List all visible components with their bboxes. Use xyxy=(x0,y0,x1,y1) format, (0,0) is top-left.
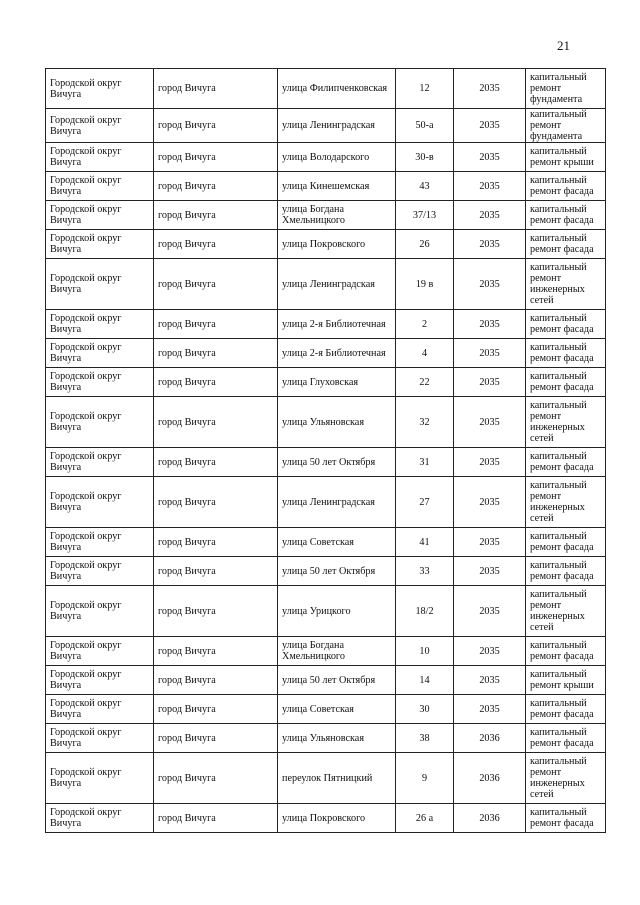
cell-work-type: капитальный ремонт крыши xyxy=(526,666,606,695)
table-row xyxy=(46,69,606,109)
table-row xyxy=(46,143,606,172)
table-row xyxy=(46,666,606,695)
cell-work-type: капитальный ремонт фасада xyxy=(526,695,606,724)
cell-year: 2035 xyxy=(454,397,526,448)
table-row xyxy=(46,368,606,397)
cell-street: улица Советская xyxy=(278,528,396,557)
cell-district: Городской округ Вичуга xyxy=(46,368,154,397)
cell-house-number: 12 xyxy=(396,69,454,109)
cell-house-number: 19 в xyxy=(396,259,454,310)
table-row xyxy=(46,310,606,339)
cell-year: 2035 xyxy=(454,172,526,201)
cell-city: город Вичуга xyxy=(154,69,278,109)
cell-work-type: капитальный ремонт фасада xyxy=(526,368,606,397)
cell-street: улица Покровского xyxy=(278,230,396,259)
cell-work-type: капитальный ремонт фасада xyxy=(526,557,606,586)
cell-work-type: капитальный ремонт фасада xyxy=(526,724,606,753)
cell-work-type: капитальный ремонт фасада xyxy=(526,172,606,201)
cell-district: Городской округ Вичуга xyxy=(46,557,154,586)
cell-year: 2035 xyxy=(454,259,526,310)
cell-year: 2035 xyxy=(454,637,526,666)
cell-district: Городской округ Вичуга xyxy=(46,804,154,833)
cell-house-number: 14 xyxy=(396,666,454,695)
cell-year: 2035 xyxy=(454,695,526,724)
table-row xyxy=(46,477,606,528)
cell-district: Городской округ Вичуга xyxy=(46,69,154,109)
table-row xyxy=(46,448,606,477)
cell-year: 2036 xyxy=(454,804,526,833)
cell-city: город Вичуга xyxy=(154,172,278,201)
cell-district: Городской округ Вичуга xyxy=(46,586,154,637)
table-row xyxy=(46,804,606,833)
cell-work-type: капитальный ремонт инженерных сетей xyxy=(526,753,606,804)
cell-street: улица 50 лет Октября xyxy=(278,448,396,477)
cell-district: Городской округ Вичуга xyxy=(46,201,154,230)
cell-street: улица Советская xyxy=(278,695,396,724)
cell-work-type: капитальный ремонт инженерных сетей xyxy=(526,397,606,448)
cell-city: город Вичуга xyxy=(154,339,278,368)
cell-house-number: 22 xyxy=(396,368,454,397)
cell-year: 2035 xyxy=(454,69,526,109)
cell-work-type: капитальный ремонт фасада xyxy=(526,804,606,833)
cell-district: Городской округ Вичуга xyxy=(46,259,154,310)
cell-district: Городской округ Вичуга xyxy=(46,397,154,448)
table-row xyxy=(46,172,606,201)
cell-street: улица Покровского xyxy=(278,804,396,833)
cell-district: Городской округ Вичуга xyxy=(46,695,154,724)
cell-house-number: 32 xyxy=(396,397,454,448)
cell-year: 2035 xyxy=(454,477,526,528)
cell-work-type: капитальный ремонт фасада xyxy=(526,310,606,339)
cell-street: улица Ленинградская xyxy=(278,109,396,143)
cell-city: город Вичуга xyxy=(154,528,278,557)
buildings-table xyxy=(45,68,606,833)
cell-work-type: капитальный ремонт фасада xyxy=(526,637,606,666)
cell-house-number: 26 а xyxy=(396,804,454,833)
cell-city: город Вичуга xyxy=(154,310,278,339)
cell-house-number: 26 xyxy=(396,230,454,259)
cell-house-number: 9 xyxy=(396,753,454,804)
cell-house-number: 27 xyxy=(396,477,454,528)
cell-house-number: 31 xyxy=(396,448,454,477)
cell-work-type: капитальный ремонт фасада xyxy=(526,339,606,368)
cell-district: Городской округ Вичуга xyxy=(46,143,154,172)
cell-city: город Вичуга xyxy=(154,259,278,310)
cell-work-type: капитальный ремонт фасада xyxy=(526,528,606,557)
cell-house-number: 30 xyxy=(396,695,454,724)
cell-street: улица Ленинградская xyxy=(278,259,396,310)
cell-house-number: 33 xyxy=(396,557,454,586)
cell-city: город Вичуга xyxy=(154,557,278,586)
cell-city: город Вичуга xyxy=(154,368,278,397)
cell-year: 2035 xyxy=(454,368,526,397)
cell-work-type: капитальный ремонт крыши xyxy=(526,143,606,172)
cell-work-type: капитальный ремонт фасада xyxy=(526,230,606,259)
cell-house-number: 37/13 xyxy=(396,201,454,230)
cell-city: город Вичуга xyxy=(154,109,278,143)
cell-house-number: 10 xyxy=(396,637,454,666)
cell-street: улица 2-я Библиотечная xyxy=(278,339,396,368)
cell-street: улица 2-я Библиотечная xyxy=(278,310,396,339)
table-row xyxy=(46,528,606,557)
cell-district: Городской округ Вичуга xyxy=(46,666,154,695)
table-row xyxy=(46,397,606,448)
cell-district: Городской округ Вичуга xyxy=(46,528,154,557)
cell-street: улица Богдана Хмельницкого xyxy=(278,201,396,230)
cell-district: Городской округ Вичуга xyxy=(46,724,154,753)
table-row xyxy=(46,586,606,637)
cell-year: 2035 xyxy=(454,528,526,557)
cell-district: Городской округ Вичуга xyxy=(46,753,154,804)
cell-city: город Вичуга xyxy=(154,724,278,753)
cell-district: Городской округ Вичуга xyxy=(46,310,154,339)
table-row xyxy=(46,201,606,230)
cell-street: улица Филипченковская xyxy=(278,69,396,109)
cell-district: Городской округ Вичуга xyxy=(46,448,154,477)
cell-city: город Вичуга xyxy=(154,666,278,695)
cell-house-number: 18/2 xyxy=(396,586,454,637)
cell-district: Городской округ Вичуга xyxy=(46,477,154,528)
cell-district: Городской округ Вичуга xyxy=(46,637,154,666)
cell-district: Городской округ Вичуга xyxy=(46,172,154,201)
cell-city: город Вичуга xyxy=(154,804,278,833)
cell-year: 2035 xyxy=(454,109,526,143)
cell-city: город Вичуга xyxy=(154,637,278,666)
cell-house-number: 30-в xyxy=(396,143,454,172)
table-row xyxy=(46,230,606,259)
cell-city: город Вичуга xyxy=(154,753,278,804)
table-row xyxy=(46,637,606,666)
cell-street: улица Урицкого xyxy=(278,586,396,637)
page-number: 21 xyxy=(557,38,570,53)
cell-district: Городской округ Вичуга xyxy=(46,109,154,143)
cell-work-type: капитальный ремонт фундамента xyxy=(526,69,606,109)
cell-year: 2036 xyxy=(454,753,526,804)
cell-year: 2035 xyxy=(454,448,526,477)
cell-street: улица Володарского xyxy=(278,143,396,172)
cell-year: 2036 xyxy=(454,724,526,753)
cell-work-type: капитальный ремонт инженерных сетей xyxy=(526,477,606,528)
cell-city: город Вичуга xyxy=(154,201,278,230)
cell-house-number: 4 xyxy=(396,339,454,368)
cell-city: город Вичуга xyxy=(154,230,278,259)
cell-street: улица Ленинградская xyxy=(278,477,396,528)
table-body xyxy=(46,69,606,833)
cell-district: Городской округ Вичуга xyxy=(46,230,154,259)
table-row xyxy=(46,557,606,586)
table-row xyxy=(46,695,606,724)
cell-city: город Вичуга xyxy=(154,448,278,477)
cell-street: улица Глуховская xyxy=(278,368,396,397)
cell-house-number: 50-а xyxy=(396,109,454,143)
cell-house-number: 38 xyxy=(396,724,454,753)
cell-year: 2035 xyxy=(454,586,526,637)
cell-work-type: капитальный ремонт инженерных сетей xyxy=(526,259,606,310)
cell-city: город Вичуга xyxy=(154,586,278,637)
cell-house-number: 43 xyxy=(396,172,454,201)
cell-street: улица Кинешемская xyxy=(278,172,396,201)
cell-city: город Вичуга xyxy=(154,143,278,172)
cell-year: 2035 xyxy=(454,201,526,230)
cell-district: Городской округ Вичуга xyxy=(46,339,154,368)
cell-city: город Вичуга xyxy=(154,397,278,448)
cell-year: 2035 xyxy=(454,230,526,259)
cell-work-type: капитальный ремонт фундамента xyxy=(526,109,606,143)
cell-street: переулок Пятницкий xyxy=(278,753,396,804)
cell-street: улица Богдана Хмельницкого xyxy=(278,637,396,666)
cell-street: улица Ульяновская xyxy=(278,724,396,753)
cell-year: 2035 xyxy=(454,310,526,339)
cell-street: улица 50 лет Октября xyxy=(278,557,396,586)
cell-street: улица 50 лет Октября xyxy=(278,666,396,695)
table-row xyxy=(46,259,606,310)
cell-work-type: капитальный ремонт фасада xyxy=(526,448,606,477)
cell-year: 2035 xyxy=(454,666,526,695)
cell-city: город Вичуга xyxy=(154,695,278,724)
cell-street: улица Ульяновская xyxy=(278,397,396,448)
cell-work-type: капитальный ремонт инженерных сетей xyxy=(526,586,606,637)
table-row xyxy=(46,724,606,753)
cell-year: 2035 xyxy=(454,143,526,172)
cell-year: 2035 xyxy=(454,557,526,586)
table-row xyxy=(46,339,606,368)
cell-city: город Вичуга xyxy=(154,477,278,528)
cell-house-number: 41 xyxy=(396,528,454,557)
table-row xyxy=(46,109,606,143)
cell-house-number: 2 xyxy=(396,310,454,339)
cell-year: 2035 xyxy=(454,339,526,368)
table-row xyxy=(46,753,606,804)
cell-work-type: капитальный ремонт фасада xyxy=(526,201,606,230)
